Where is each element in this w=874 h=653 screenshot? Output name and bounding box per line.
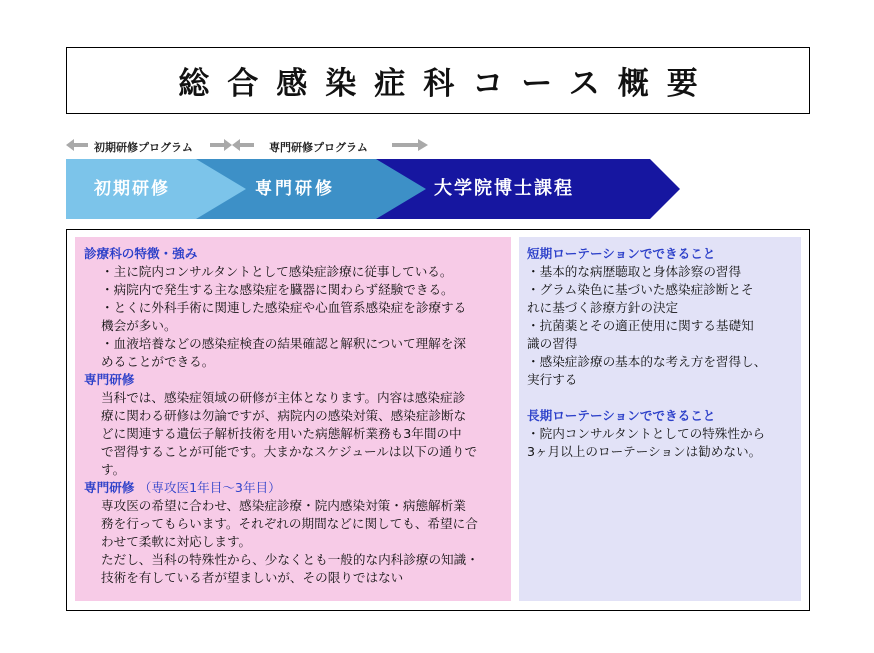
resident-text-line: ただし、当科の特殊性から、少なくとも一般的な内科診療の知識・	[101, 552, 479, 567]
training-flow	[66, 159, 686, 219]
arrow-left-icon	[66, 138, 88, 152]
short-rotation-item: ・基本的な病歴聴取と身体診察の習得	[527, 264, 742, 279]
short-rotation-heading: 短期ローテーションでできること	[527, 246, 716, 261]
resident-heading	[84, 479, 511, 497]
short-rotation-item: 実行する	[527, 372, 578, 387]
features-heading: 診療科の特徴・強み	[84, 246, 198, 261]
feature-item: ・主に院内コンサルタントとして感染症診療に従事している。	[101, 264, 453, 279]
double-arrow-icon	[210, 138, 254, 152]
short-rotation-item: れに基づく診療方針の決定	[527, 300, 679, 315]
resident-text-line: 専攻医の希望に合わせ、感染症診療・院内感染対策・病態解析業	[101, 498, 466, 513]
spacer	[527, 389, 795, 407]
resident-text-line: 務を行ってもらいます。それぞれの期間などに関しても、希望に合	[101, 516, 478, 531]
specialty-text-line: す。	[101, 462, 126, 477]
flow-stage2-label: 専門研修	[255, 179, 335, 199]
short-rotation-item: 識の習得	[527, 336, 578, 351]
flow-stage1-label: 初期研修	[94, 179, 170, 199]
course-details	[66, 229, 810, 611]
resident-heading-title: 専門研修	[84, 480, 135, 495]
feature-item: ・とくに外科手術に関連した感染症や心血管系感染症を診療する	[101, 300, 467, 315]
page-title: 総合感染症科コース概要	[178, 66, 716, 102]
specialty-heading: 専門研修	[84, 372, 135, 387]
specialty-text-line: どに関連する遺伝子解析技術を用いた病態解析業務も3年間の中	[101, 426, 462, 441]
long-rotation-item: ・院内コンサルタントとしての特殊性から	[527, 426, 766, 441]
resident-text-line: 技術を有している者が望ましいが、その限りではない	[101, 570, 404, 585]
program-labels	[66, 138, 466, 156]
specialty-text-line: 療に関わる研修は勿論ですが、病院内の感染対策、感染症診断な	[101, 408, 467, 423]
feature-item: めることができる。	[101, 354, 215, 369]
short-rotation-item: ・抗菌薬とその適正使用に関する基礎知	[527, 318, 754, 333]
short-rotation-item: ・感染症診療の基本的な考え方を習得し、	[527, 354, 767, 369]
left-panel	[75, 237, 511, 601]
feature-item: ・血液培養などの感染症検査の結果確認と解釈について理解を深	[101, 336, 466, 351]
specialty-text-line: で習得することが可能です。大まかなスケジュールは以下の通りで	[101, 444, 478, 459]
short-rotation-item: ・グラム染色に基づいた感染症診断とそ	[527, 282, 754, 297]
resident-text-line: わせて柔軟に対応します。	[101, 534, 252, 549]
flow-stage3-label: 大学院博士課程	[434, 178, 574, 199]
resident-heading-period: （専攻医1年目～3年目）	[138, 480, 281, 495]
specialty-text-line: 当科では、感染症領域の研修が主体となります。内容は感染症診	[101, 390, 466, 405]
right-panel	[519, 237, 801, 601]
long-rotation-heading: 長期ローテーションでできること	[527, 408, 716, 423]
specialty-program-label: 専門研修プログラム	[269, 141, 368, 154]
long-rotation-item: 3ヶ月以上のローテーションは勧めない。	[527, 444, 762, 459]
feature-item: 機会が多い。	[101, 318, 177, 333]
initial-program-label: 初期研修プログラム	[94, 141, 193, 154]
title-box	[66, 47, 810, 114]
arrow-right-icon	[392, 138, 428, 152]
feature-item: ・病院内で発生する主な感染症を臓器に関わらず経験できる。	[101, 282, 454, 297]
